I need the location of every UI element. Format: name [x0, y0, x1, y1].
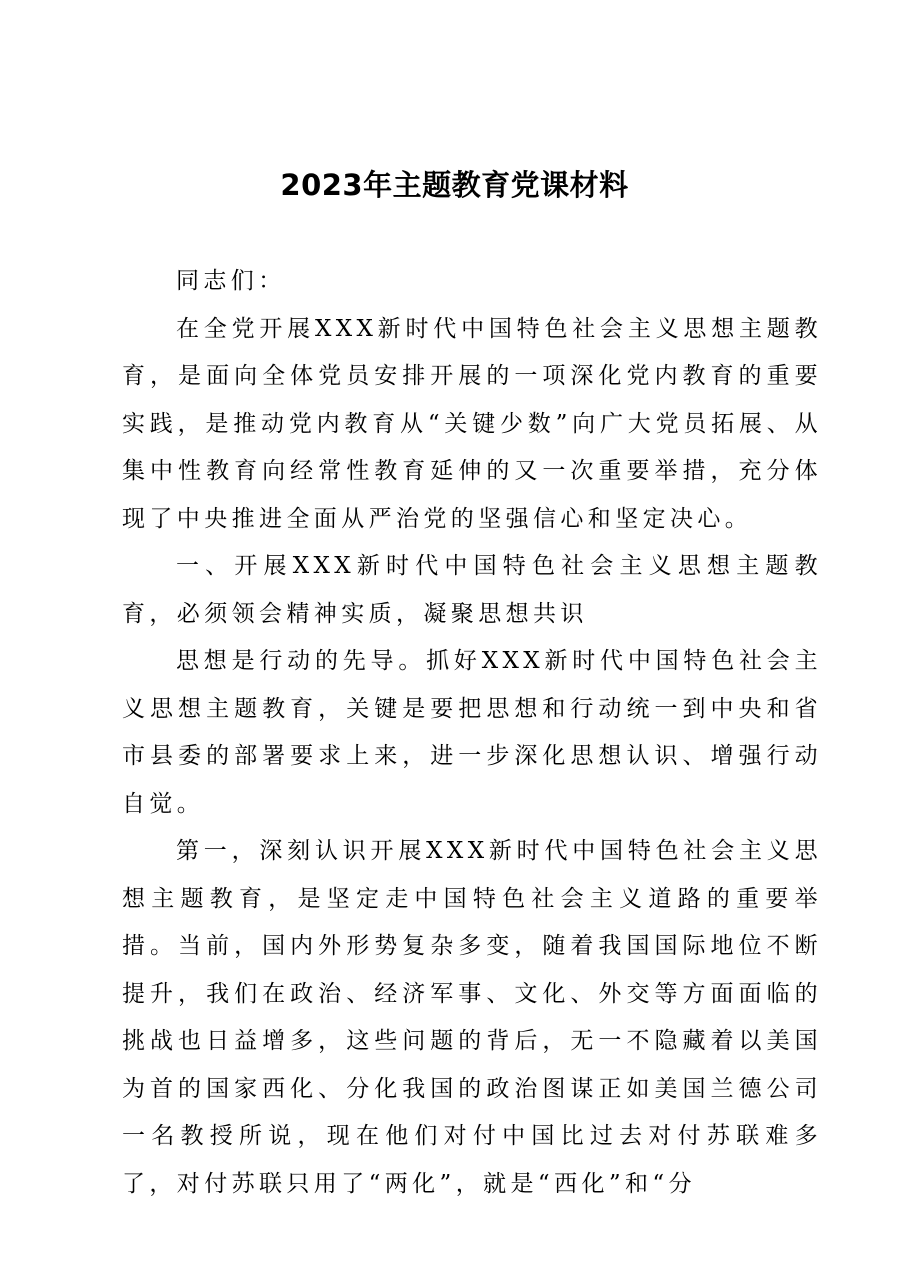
document-title: 2023年主题教育党课材料 — [280, 168, 629, 202]
paragraph-intro: 在全党开展XXX新时代中国特色社会主义思想主题教育，是面向全体党员安排开展的一项深化党内教育的重要实践，是推动党内教育从“关键少数”向广大党员拓展、从集中性教育向经常性教育延伸的又一次重要举措，充分体现了中央推进全面从严治党的坚强信心和坚定决心。 — [122, 315, 822, 532]
section-heading-one: 一、开展XXX新时代中国特色社会主义思想主题教育，必须领会精神实质，凝聚思想共识 — [122, 553, 822, 627]
salutation: 同志们： — [176, 268, 286, 294]
document-body — [122, 258, 822, 1208]
paragraph-first-point: 第一，深刻认识开展XXX新时代中国特色社会主义思想主题教育，是坚定走中国特色社会主义道路的重要举措。当前，国内外形势复杂多变，随着我国国际地位不断提升，我们在政治、经济军事、文化、外交等方面面临的挑战也日益增多，这些问题的背后，无一不隐藏着以美国为首的国家西化、分化我国的政治图谋正如美国兰德公司一名教授所说，现在他们对付中国比过去对付苏联难多了，对付苏联只用了“两化”，就是“西化”和“分 — [122, 838, 822, 1197]
paragraph-thought: 思想是行动的先导。抓好XXX新时代中国特色社会主义思想主题教育，关键是要把思想和行动统一到中央和省市县委的部署要求上来，进一步深化思想认识、增强行动自觉。 — [122, 648, 822, 817]
